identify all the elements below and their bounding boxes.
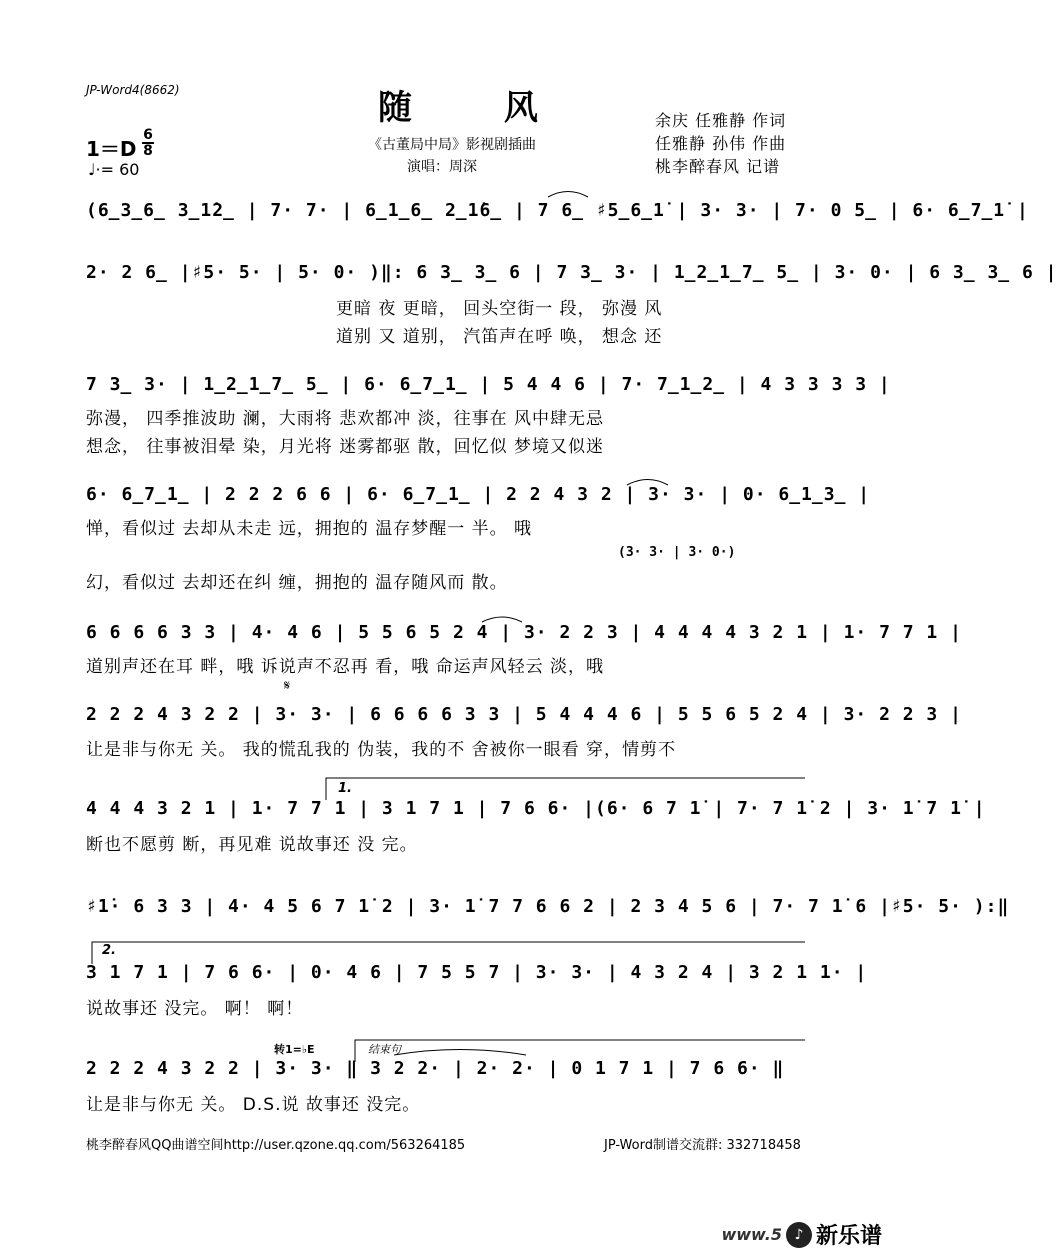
watermark-logo (721, 1219, 882, 1250)
volta-1-label: 1. (338, 781, 352, 796)
footer-left: 桃李醉春风QQ曲谱空间http://user.qzone.qq.com/563264185 (86, 1138, 466, 1153)
score-line-8-notes: ♯1̇· 6 3 3 | 4· 4 5 6 7 1̇ 2 | 3· 1̇ 7 7 6 6 2 | 2 3 4 5 6 | 7· 7 1̇ 6 |♯5· 5· ):‖ (86, 896, 1010, 917)
score-line-6-lyric: 让是非与你无 关。 我的慌乱我的 伪装，我的不 舍被你一眼看 穿，情剪不 (86, 740, 677, 760)
score-line-5-lyric: 道别声还在耳 畔，哦 诉说声不忍再 看，哦 命运声风轻云 淡，哦 (86, 657, 605, 677)
score-line-7-lyric: 断也不愿剪 断，再见难 说故事还 没 完。 (86, 835, 418, 855)
meter-top: 6 (143, 127, 153, 143)
tempo-marking: ♩·= 60 (88, 160, 140, 179)
lyricist-credit: 余庆 任雅静 作词 (655, 111, 787, 130)
meter-bottom: 8 (143, 143, 153, 159)
software-label: JP-Word4(8662) (86, 83, 180, 97)
composer-credit: 任雅静 孙伟 作曲 (655, 134, 787, 153)
score-line-3-lyric-2: 想念， 往事被泪晕 染，月光将 迷雾都驱 散，回忆似 梦境又似迷 (86, 437, 605, 457)
score-line-10-lyric: 让是非与你无 关。 D.S.说 故事还 没完。 (86, 1095, 421, 1115)
key-signature: 1＝D (86, 137, 137, 161)
watermark-name: 新乐谱 (815, 1224, 882, 1249)
score-line-5-notes: 6 6 6 6 3 3 | 4· 4 6 | 5 5 6 5 2 4 | 3· 2 2 3 | 4 4 4 4 3 2 1 | 1· 7 7 1 | (86, 622, 962, 643)
singer-credit: 演唱：周深 (407, 159, 477, 175)
score-line-4-notes: 6· 6̲7̲1̲ | 2 2 2 6 6 | 6· 6̲7̲1̲ | 2 2 4 3 2 | 3· 3· | 0· 6̲1̲3̲ | (86, 484, 871, 505)
score-line-4-alt-ending: (3· 3· | 3· 0·) (618, 545, 736, 560)
score-line-10-notes: 2 2 2 4 3 2 2 | 3· 3· ‖ 3 2 2· | 2· 2· | 0 1 7 1 | 7 6 6· ‖ (86, 1058, 785, 1079)
score-line-2-lyric-1: 更暗 夜 更暗， 回头空街一 段， 弥漫 风 (336, 299, 663, 319)
transcriber-credit: 桃李醉春风 记谱 (655, 157, 781, 176)
score-line-4-lyric-2: 幻，看似过 去却还在纠 缠，拥抱的 温存随风而 散。 (86, 573, 508, 593)
score-line-3-lyric-1: 弥漫， 四季推波助 澜，大雨将 悲欢都冲 淡，往事在 风中肆无忌 (86, 409, 605, 429)
volta-2-label: 2. (102, 943, 116, 958)
score-line-7-notes: 4 4 4 3 2 1 | 1· 7 7 1 | 3 1 7 1 | 7 6 6· |(6· 6 7 1̇ | 7· 7 1̇ 2 | 3· 1̇ 7 1̇ | (86, 798, 986, 819)
song-subtitle: 《古董局中局》影视剧插曲 (368, 137, 536, 153)
score-line-9-lyric: 说故事还 没完。 啊！ 啊！ (86, 999, 304, 1019)
ending-section-label: 结束句 (368, 1043, 401, 1056)
score-line-2-lyric-2: 道别 又 道别， 汽笛声在呼 唤， 想念 还 (336, 327, 663, 347)
watermark-site: www.5 (721, 1225, 782, 1244)
score-line-2-notes: 2· 2 6̲ |♯5· 5· | 5· 0· )‖: 6 3̲ 3̲ 6 | 7 3̲ 3· | 1̲2̲1̲7̲ 5̲ | 3· 0· | 6 3̲ 3̲ 6 | (86, 262, 1057, 283)
score-line-1-notes: (6̲3̲6̲ 3̲1̇2̲ | 7· 7· | 6̲1̲6̲ 2̲1̇6̲ | 7 6̲ ♯5̲6̲1̇ | 3· 3· | 7· 0 5̲ | 6· 6̲7̲1̇ | (86, 200, 1029, 221)
segno-icon: 𝄋 (284, 678, 291, 694)
song-title: 随 风 (378, 88, 578, 128)
score-line-6-notes: 2 2 2 4 3 2 2 | 3· 3· | 6 6 6 6 3 3 | 5 4 4 4 6 | 5 5 6 5 2 4 | 3· 2 2 3 | (86, 704, 962, 725)
score-line-3-notes: 7 3̲ 3· | 1̲2̲1̲7̲ 5̲ | 6· 6̲7̲1̲ | 5 4 4 6 | 7· 7̲1̲2̲ | 4 3 3 3 3 | (86, 374, 891, 395)
key-change-label: 转1=♭E (274, 1043, 315, 1056)
music-note-icon: ♪ (786, 1222, 812, 1248)
footer-right: JP-Word制谱交流群: 332718458 (604, 1138, 801, 1153)
score-line-4-lyric-1: 惮，看似过 去却从未走 远，拥抱的 温存梦醒一 半。 哦 (86, 519, 533, 539)
score-line-9-notes: 3 1 7 1 | 7 6 6· | 0· 4 6 | 7 5 5 7 | 3· 3· | 4 3 2 4 | 3 2 1 1· | (86, 962, 868, 983)
